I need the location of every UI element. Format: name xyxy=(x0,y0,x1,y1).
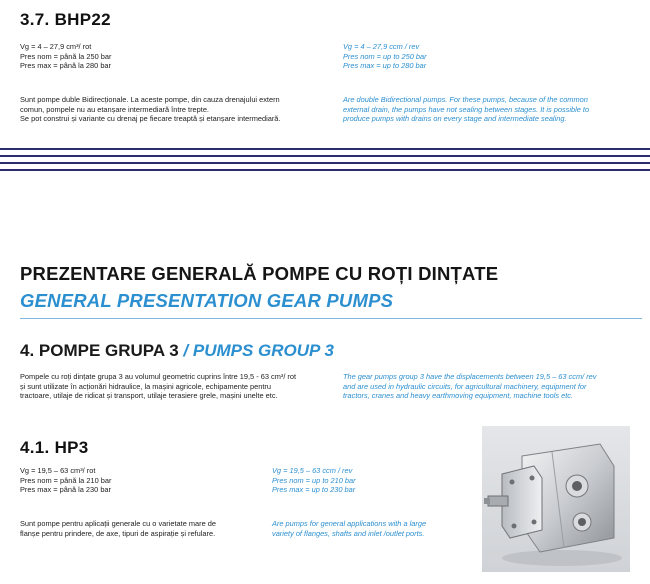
desc-line: și sunt utilizate în acționări hidraulice, la mașini agricole, echipamente pentru xyxy=(20,381,272,391)
desc-line: variety of flanges, shafts and inlet /outlet ports. xyxy=(272,528,425,538)
group-3-title-en: PUMPS GROUP 3 xyxy=(192,341,334,360)
header-divider xyxy=(20,318,642,319)
spec-line: Pres nom = până la 210 bar xyxy=(20,475,112,485)
section-3-7-desc-en xyxy=(343,95,589,124)
spec-line: Vg = 19,5 – 63 ccm / rev xyxy=(272,466,353,475)
spec-line: Pres max = până la 230 bar xyxy=(20,485,112,495)
desc-line: and are used in hydraulic circuits, for agricultural machinery, equipment for xyxy=(343,381,587,391)
section-4-1-desc-en xyxy=(272,519,426,538)
spec-line: Vg = 4 – 27,9 ccm / rev xyxy=(343,42,420,51)
spec-line: Pres max = până la 280 bar xyxy=(20,61,112,71)
desc-line: Are double Bidirectional pumps. For these pumps, because of the common xyxy=(343,95,588,104)
desc-line: Se pot construi și variante cu drenaj pe fiecare treaptă și etanșare intermediară. xyxy=(20,114,281,124)
group-3-desc-ro xyxy=(20,372,296,401)
desc-line: flanșe pentru prindere, de axe, tipuri de aspirație și refulare. xyxy=(20,528,216,538)
stripe xyxy=(0,169,650,171)
group-3-title-ro: 4. POMPE GRUPA 3 xyxy=(20,341,179,360)
spec-line: Vg = 4 – 27,9 cm³/ rot xyxy=(20,42,92,51)
section-4-1-specs-en xyxy=(272,466,356,495)
gear-pump-icon xyxy=(482,426,630,572)
desc-line: tractoare, utilaje de ridicat și transport, utilaje terasiere grele, mașini unelte etc. xyxy=(20,391,278,401)
stripe xyxy=(0,155,650,157)
stripe xyxy=(0,148,650,150)
stripe xyxy=(0,162,650,164)
desc-line: tractors, cranes and heavy earthmoving equipment, machine tools etc. xyxy=(343,391,574,401)
section-4-1-specs-ro xyxy=(20,466,111,495)
group-3-title xyxy=(20,341,334,361)
desc-line: Sunt pompe pentru aplicații generale cu o varietate mare de xyxy=(20,519,216,528)
desc-line: Are pumps for general applications with a large xyxy=(272,519,427,528)
spec-line: Vg = 19,5 – 63 cm³/ rot xyxy=(20,466,96,475)
section-3-7-specs-en xyxy=(343,42,427,71)
desc-line: The gear pumps group 3 have the displacements between 19,5 – 63 ccm/ rev xyxy=(343,372,597,381)
desc-line: Sunt pompe duble Bidirecționale. La aceste pompe, din cauza drenajului extern xyxy=(20,95,280,104)
section-3-7-title: 3.7. BHP22 xyxy=(20,10,111,29)
spec-line: Pres nom = până la 250 bar xyxy=(20,51,112,61)
spec-line: Pres max = up to 230 bar xyxy=(272,485,356,495)
page-title-en: GENERAL PRESENTATION GEAR PUMPS xyxy=(20,290,394,311)
group-3-title-separator: / xyxy=(178,341,193,360)
desc-line: external drain, the pumps have not sealing between stages. It is possible to xyxy=(343,104,590,114)
spec-line: Pres max = up to 280 bar xyxy=(343,61,427,71)
spec-line: Pres nom = up to 210 bar xyxy=(272,475,356,485)
page-title-ro: PREZENTARE GENERALĂ POMPE CU ROȚI DINȚATE xyxy=(20,263,499,284)
desc-line: produce pumps with drains on every stage and intermediate sealing. xyxy=(343,114,567,124)
pump-photo xyxy=(482,426,630,572)
section-3-7-specs-ro xyxy=(20,42,111,71)
section-4-1-title: 4.1. HP3 xyxy=(20,438,89,457)
group-3-desc-en xyxy=(343,372,596,401)
section-4-1-desc-ro xyxy=(20,519,216,538)
section-3-7-desc-ro xyxy=(20,95,280,124)
spec-line: Pres nom = up to 250 bar xyxy=(343,51,427,61)
desc-line: Pompele cu roți dințate grupa 3 au volumul geometric cuprins între 19,5 - 63 cm³/ rot xyxy=(20,372,297,381)
desc-line: comun, pompele nu au etanșare intermediară între trepte. xyxy=(20,104,209,114)
